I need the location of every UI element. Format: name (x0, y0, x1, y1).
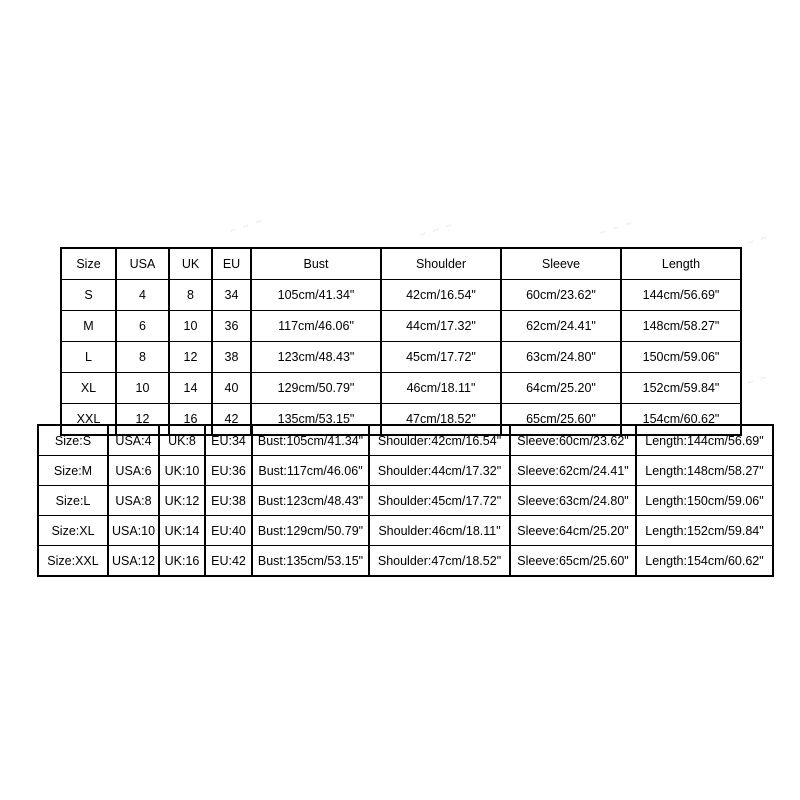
table-cell: 64cm/25.20" (501, 373, 621, 404)
table-cell: 10 (169, 311, 212, 342)
table-cell: 40 (212, 373, 251, 404)
table-cell: 135cm/53.15" (251, 404, 381, 436)
table-cell: UK:14 (159, 516, 205, 546)
table-cell: Shoulder:47cm/18.52" (369, 546, 510, 577)
table-cell: Size:XL (38, 516, 108, 546)
watermark: ˜ ˜ (745, 233, 772, 258)
table-cell: 47cm/18.52" (381, 404, 501, 436)
table-cell: Bust:123cm/48.43" (252, 486, 369, 516)
table-cell: Bust:129cm/50.79" (252, 516, 369, 546)
table-cell: 123cm/48.43" (251, 342, 381, 373)
table-row (61, 373, 741, 404)
table-cell: Sleeve:64cm/25.20" (510, 516, 636, 546)
table-cell: 154cm/60.62" (621, 404, 741, 436)
header-cell: Length (621, 248, 741, 280)
header-cell: Shoulder (381, 248, 501, 280)
table-cell: Bust:135cm/53.15" (252, 546, 369, 577)
table-row (61, 342, 741, 373)
table-cell: USA:8 (108, 486, 159, 516)
header-cell: Bust (251, 248, 381, 280)
table-cell: 36 (212, 311, 251, 342)
table-cell: Size:M (38, 456, 108, 486)
table-cell: USA:10 (108, 516, 159, 546)
table-cell: XXL (61, 404, 116, 436)
table-row (61, 280, 741, 311)
table-cell: M (61, 311, 116, 342)
table-cell: 12 (169, 342, 212, 373)
table-cell: UK:8 (159, 425, 205, 456)
table-cell: 45cm/17.72" (381, 342, 501, 373)
table-cell: 38 (212, 342, 251, 373)
table-cell: Size:XXL (38, 546, 108, 577)
table-cell: 8 (116, 342, 169, 373)
table-cell: 4 (116, 280, 169, 311)
table-cell: Sleeve:65cm/25.60" (510, 546, 636, 577)
table-cell: Length:150cm/59.06" (636, 486, 773, 516)
table-cell: EU:40 (205, 516, 252, 546)
table-cell: UK:16 (159, 546, 205, 577)
header-cell: EU (212, 248, 251, 280)
table-cell: 129cm/50.79" (251, 373, 381, 404)
table-cell: 8 (169, 280, 212, 311)
table-cell: Shoulder:42cm/16.54" (369, 425, 510, 456)
table-cell: 42cm/16.54" (381, 280, 501, 311)
table-cell: 105cm/41.34" (251, 280, 381, 311)
table-cell: 150cm/59.06" (621, 342, 741, 373)
table-cell: 12 (116, 404, 169, 436)
table-cell: 144cm/56.69" (621, 280, 741, 311)
table-cell: Shoulder:46cm/18.11" (369, 516, 510, 546)
watermark: ˜ ˜ ˜ (417, 221, 458, 250)
table-cell: 148cm/58.27" (621, 311, 741, 342)
size-chart-table (60, 247, 742, 436)
table-cell: 152cm/59.84" (621, 373, 741, 404)
table-row (38, 425, 773, 456)
table-cell: 10 (116, 373, 169, 404)
table-cell: Sleeve:60cm/23.62" (510, 425, 636, 456)
table-cell: 34 (212, 280, 251, 311)
watermark: ˜ ˜ (745, 373, 772, 398)
table-row (38, 456, 773, 486)
table-cell: USA:12 (108, 546, 159, 577)
table-cell: Bust:117cm/46.06" (252, 456, 369, 486)
table-cell: UK:10 (159, 456, 205, 486)
table-cell: Length:148cm/58.27" (636, 456, 773, 486)
table-cell: Shoulder:44cm/17.32" (369, 456, 510, 486)
table-cell: USA:4 (108, 425, 159, 456)
table-cell: EU:34 (205, 425, 252, 456)
table-header-row (61, 248, 741, 280)
header-cell: UK (169, 248, 212, 280)
watermark: ˜ ˜ ˜ (597, 219, 638, 248)
table-cell: 63cm/24.80" (501, 342, 621, 373)
header-cell: USA (116, 248, 169, 280)
table-cell: EU:42 (205, 546, 252, 577)
table-cell: L (61, 342, 116, 373)
table-cell: 44cm/17.32" (381, 311, 501, 342)
table-cell: 16 (169, 404, 212, 436)
table-cell: Size:L (38, 486, 108, 516)
header-cell: Sleeve (501, 248, 621, 280)
watermark: ˜ ˜ ˜ (227, 217, 268, 246)
table-row (38, 486, 773, 516)
table-cell: Sleeve:62cm/24.41" (510, 456, 636, 486)
table-cell: Length:144cm/56.69" (636, 425, 773, 456)
table-cell: Bust:105cm/41.34" (252, 425, 369, 456)
header-cell: Size (61, 248, 116, 280)
table-cell: S (61, 280, 116, 311)
table-cell: Length:152cm/59.84" (636, 516, 773, 546)
table-cell: EU:38 (205, 486, 252, 516)
table-cell: EU:36 (205, 456, 252, 486)
table-cell: 65cm/25.60" (501, 404, 621, 436)
table-row (38, 546, 773, 577)
table-cell: 117cm/46.06" (251, 311, 381, 342)
table-cell: Sleeve:63cm/24.80" (510, 486, 636, 516)
table-row (61, 311, 741, 342)
table-cell: 62cm/24.41" (501, 311, 621, 342)
size-detail-table (37, 424, 774, 577)
table-cell: XL (61, 373, 116, 404)
table-cell: UK:12 (159, 486, 205, 516)
table-cell: 14 (169, 373, 212, 404)
table-cell: 46cm/18.11" (381, 373, 501, 404)
table-cell: USA:6 (108, 456, 159, 486)
table-cell: 6 (116, 311, 169, 342)
table-cell: Size:S (38, 425, 108, 456)
table-cell: 42 (212, 404, 251, 436)
table-cell: Length:154cm/60.62" (636, 546, 773, 577)
table-cell: 60cm/23.62" (501, 280, 621, 311)
table-row (38, 516, 773, 546)
table-cell: Shoulder:45cm/17.72" (369, 486, 510, 516)
